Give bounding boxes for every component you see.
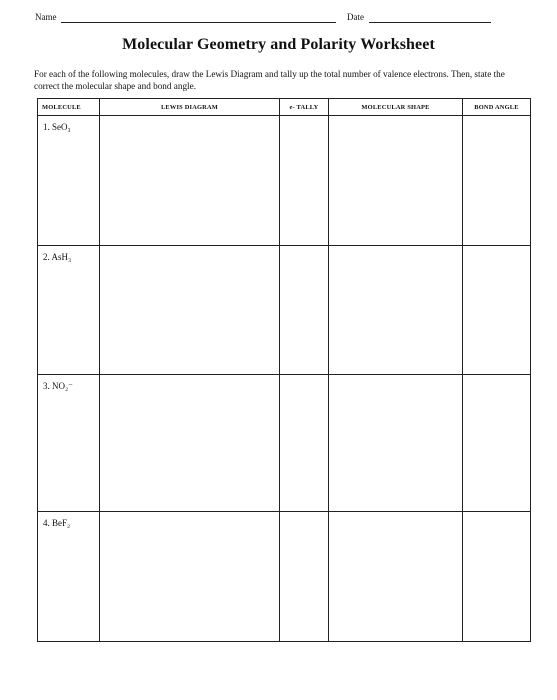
table-row [38, 375, 531, 512]
instructions-text: For each of the following molecules, draw the Lewis Diagram and tally up the total number of valence electrons. Then, state the correct the molecular shape and bond angle. [34, 69, 505, 91]
table-header-row [38, 99, 531, 116]
name-field[interactable] [61, 22, 336, 23]
e-tally-cell[interactable] [280, 512, 329, 642]
bond-angle-cell[interactable] [463, 512, 531, 642]
molecule-cell [38, 116, 100, 246]
e-tally-cell[interactable] [280, 375, 329, 512]
lewis-diagram-cell[interactable] [100, 512, 280, 642]
date-label: Date [347, 12, 364, 22]
bond-angle-cell[interactable] [463, 375, 531, 512]
name-date-header [35, 10, 495, 26]
molecule-cell [38, 512, 100, 642]
lewis-diagram-cell[interactable] [100, 116, 280, 246]
molecule-label: 1. SeO₃ [43, 122, 71, 132]
bond-angle-cell[interactable] [463, 116, 531, 246]
table-row [38, 512, 531, 642]
worksheet-table [37, 98, 531, 642]
molecule-cell [38, 245, 100, 375]
molecular-shape-cell[interactable] [329, 375, 463, 512]
table-row [38, 116, 531, 246]
e-tally-cell[interactable] [280, 116, 329, 246]
e-tally-cell[interactable] [280, 245, 329, 375]
lewis-diagram-cell[interactable] [100, 375, 280, 512]
column-header-molecule: MOLECULE [38, 99, 100, 116]
table-row [38, 245, 531, 375]
column-header-bond-angle: BOND ANGLE [463, 99, 531, 116]
molecular-shape-cell[interactable] [329, 116, 463, 246]
bond-angle-cell[interactable] [463, 245, 531, 375]
lewis-diagram-cell[interactable] [100, 245, 280, 375]
molecule-label: 3. NO₂⁻ [43, 381, 73, 392]
date-field[interactable] [369, 22, 491, 23]
molecular-shape-cell[interactable] [329, 512, 463, 642]
column-header-molecular-shape: MOLECULAR SHAPE [329, 99, 463, 116]
molecule-label: 4. BeF₂ [43, 518, 71, 529]
column-header-e-tally: e- TALLY [280, 99, 329, 116]
molecule-cell [38, 375, 100, 512]
column-header-lewis-diagram: LEWIS DIAGRAM [100, 99, 280, 116]
name-label: Name [35, 12, 57, 22]
molecule-label: 2. AsH₃ [43, 251, 72, 262]
molecular-shape-cell[interactable] [329, 245, 463, 375]
worksheet-title: Molecular Geometry and Polarity Worksheet [122, 36, 435, 53]
